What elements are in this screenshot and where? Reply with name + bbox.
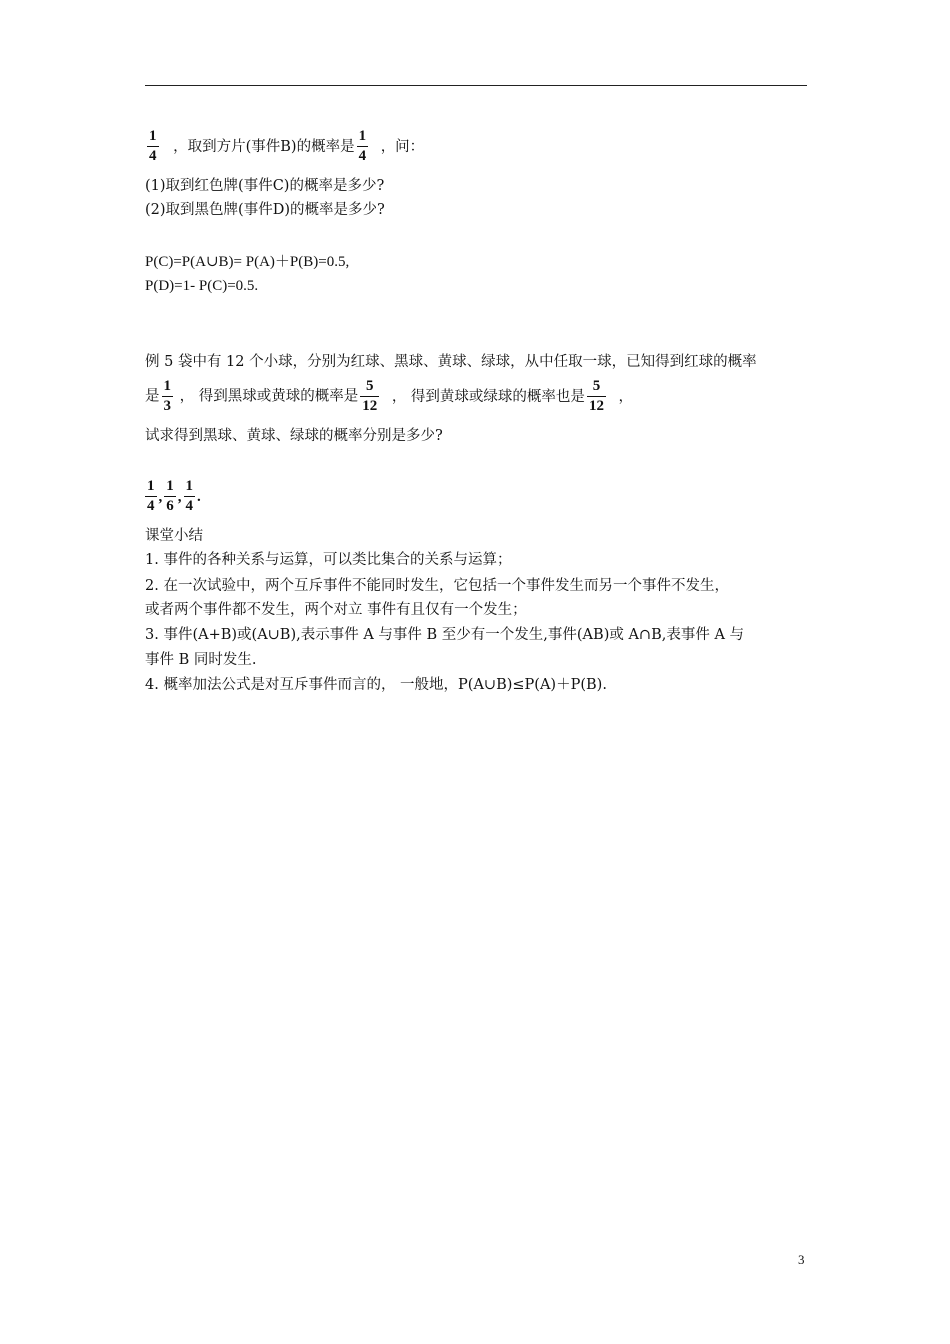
fraction-one-quarter-b: $\frac{1}{4}$ [358,128,367,164]
fraction-five-twelfths: $\frac{5}{12}$ [362,378,378,414]
answer-fraction-3: $\frac{1}{4}$ [185,478,193,514]
example-5-text-2: ， 得到黑球或黄球的概率是 [179,388,359,405]
summary-item-2b: 或者两个事件都不发生，两个对立 事件有且仅有一个发生； [145,602,527,618]
solution-line-1: P(C)=P(A∪B)= P(A)＋P(B)=0.5, [145,254,350,270]
intro-text-a: ，取到方片(事件B)的概率是 [173,138,355,155]
answer-comma-1: , [158,488,163,505]
summary-title: 课堂小结 [145,528,203,544]
answer-comma-2: , [177,488,182,505]
solution-line-2: P(D)=1- P(C)=0.5. [145,278,259,294]
question-1: (1)取到红色牌(事件C)的概率是多少? [145,178,385,194]
intro-text-b: ，问： [380,138,425,155]
summary-item-3a: 3. 事件(A+B)或(A∪B),表示事件 A 与事件 B 至少有一个发生,事件(AB)或 A∩B,表事件 A 与 [145,627,745,643]
summary-item-2a: 2. 在一次试验中，两个互斥事件不能同时发生，它包括一个事件发生而另一个事件不发生， [145,578,729,594]
example-5-text-3: ， 得到黄球或绿球的概率也是 [391,388,585,405]
answer-line [145,478,201,515]
summary-item-3b: 事件 B 同时发生. [145,652,257,668]
answer-fraction-1: $\frac{1}{4}$ [147,478,155,514]
summary-item-1: 1. 事件的各种关系与运算，可以类比集合的关系与运算； [145,552,512,568]
fraction-one-quarter: $\frac{1}{4}$ [149,128,157,164]
fraction-five-twelfths-b: $\frac{5}{12}$ [588,378,604,414]
fraction-one-third: $\frac{1}{3}$ [163,378,171,414]
example-5-line-2 [145,378,633,415]
example-5-text-1: 是 [145,388,160,405]
summary-item-4: 4. 概率加法公式是对互斥事件而言的， 一般地，P(A∪B)≤P(A)＋P(B). [145,677,607,693]
page-number: 3 [798,1252,805,1267]
intro-line [145,128,424,165]
answer-period: . [197,488,201,505]
answer-fraction-2: $\frac{1}{6}$ [166,478,174,514]
question-2: (2)取到黑色牌(事件D)的概率是多少? [145,202,385,218]
example-5-text-4: ， [618,388,634,405]
example-5-line-3: 试求得到黑球、黄球、绿球的概率分别是多少? [145,428,443,444]
header-rule [145,85,807,86]
example-5-line-1: 例 5 袋中有 12 个小球，分别为红球、黑球、黄球、绿球，从中任取一球，已知得到红球的概率 [145,354,757,370]
